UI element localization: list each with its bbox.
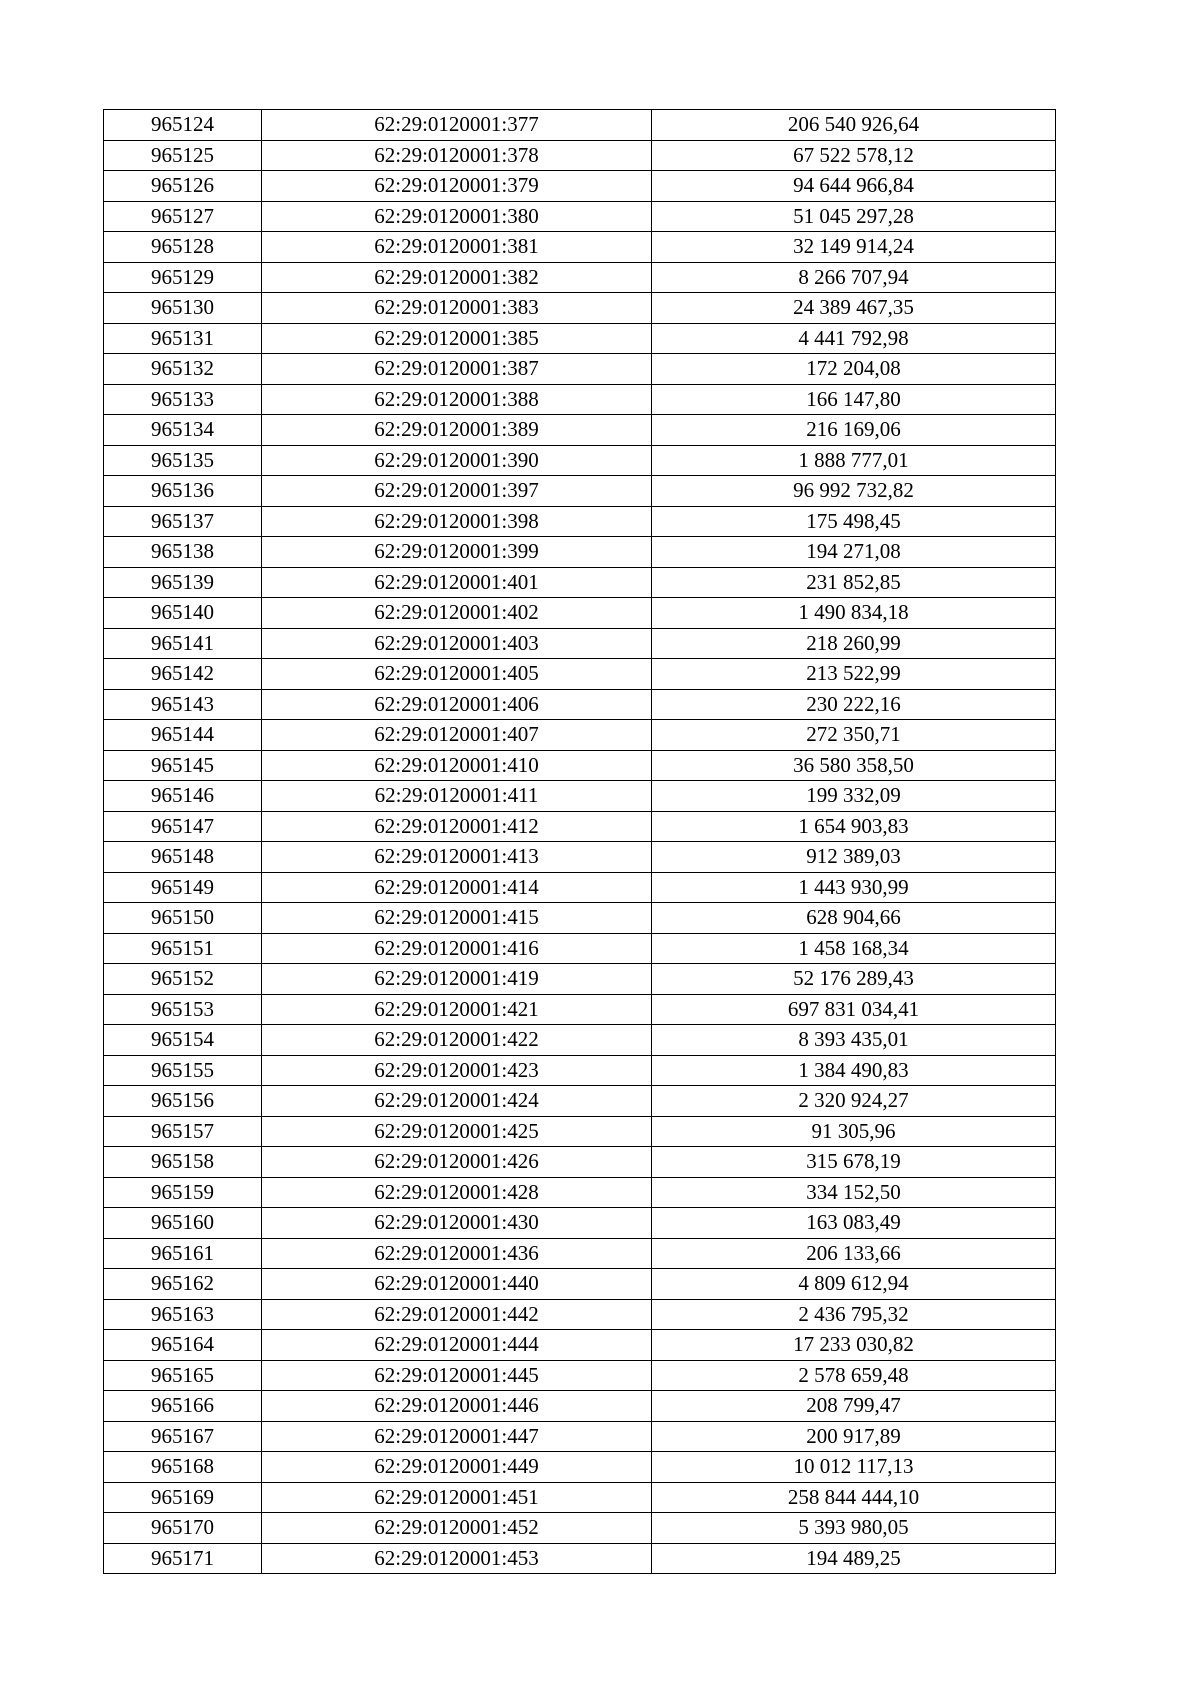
cell-cadastral-number: 62:29:0120001:424: [262, 1086, 652, 1117]
table-row: [104, 842, 1056, 873]
table-row: [104, 872, 1056, 903]
table-row: [104, 415, 1056, 446]
table-row: [104, 811, 1056, 842]
cell-cadastral-number: 62:29:0120001:402: [262, 598, 652, 629]
table-row: [104, 659, 1056, 690]
cell-row-number: 965129: [104, 262, 262, 293]
table-row: [104, 720, 1056, 751]
cell-cadastral-value: 200 917,89: [652, 1421, 1056, 1452]
cell-cadastral-number: 62:29:0120001:403: [262, 628, 652, 659]
table-row: [104, 323, 1056, 354]
table-row: [104, 1421, 1056, 1452]
cell-row-number: 965158: [104, 1147, 262, 1178]
cell-cadastral-value: 5 393 980,05: [652, 1513, 1056, 1544]
cell-cadastral-value: 67 522 578,12: [652, 140, 1056, 171]
table-row: [104, 689, 1056, 720]
cell-cadastral-number: 62:29:0120001:453: [262, 1543, 652, 1574]
cell-cadastral-number: 62:29:0120001:377: [262, 110, 652, 141]
cell-cadastral-value: 166 147,80: [652, 384, 1056, 415]
cell-cadastral-value: 4 441 792,98: [652, 323, 1056, 354]
table-row: [104, 201, 1056, 232]
cell-row-number: 965132: [104, 354, 262, 385]
table-row: [104, 262, 1056, 293]
table-row: [104, 1177, 1056, 1208]
cell-cadastral-number: 62:29:0120001:436: [262, 1238, 652, 1269]
cell-row-number: 965161: [104, 1238, 262, 1269]
cell-cadastral-value: 628 904,66: [652, 903, 1056, 934]
cell-row-number: 965165: [104, 1360, 262, 1391]
cell-row-number: 965146: [104, 781, 262, 812]
cell-row-number: 965171: [104, 1543, 262, 1574]
cell-cadastral-value: 2 436 795,32: [652, 1299, 1056, 1330]
cell-cadastral-value: 96 992 732,82: [652, 476, 1056, 507]
table-row: [104, 384, 1056, 415]
cell-cadastral-value: 2 320 924,27: [652, 1086, 1056, 1117]
cell-row-number: 965136: [104, 476, 262, 507]
cell-cadastral-number: 62:29:0120001:447: [262, 1421, 652, 1452]
table-row: [104, 567, 1056, 598]
cell-cadastral-value: 36 580 358,50: [652, 750, 1056, 781]
cell-cadastral-value: 258 844 444,10: [652, 1482, 1056, 1513]
cell-cadastral-number: 62:29:0120001:423: [262, 1055, 652, 1086]
cell-cadastral-number: 62:29:0120001:444: [262, 1330, 652, 1361]
table-row: [104, 1147, 1056, 1178]
cell-row-number: 965166: [104, 1391, 262, 1422]
cell-row-number: 965130: [104, 293, 262, 324]
cell-cadastral-value: 334 152,50: [652, 1177, 1056, 1208]
cell-cadastral-value: 912 389,03: [652, 842, 1056, 873]
table-row: [104, 293, 1056, 324]
table-row: [104, 537, 1056, 568]
cell-row-number: 965140: [104, 598, 262, 629]
table-row: [104, 140, 1056, 171]
table-row: [104, 1452, 1056, 1483]
table-row: [104, 781, 1056, 812]
table-row: [104, 171, 1056, 202]
cell-cadastral-number: 62:29:0120001:430: [262, 1208, 652, 1239]
cell-cadastral-value: 218 260,99: [652, 628, 1056, 659]
cell-cadastral-number: 62:29:0120001:440: [262, 1269, 652, 1300]
cell-row-number: 965144: [104, 720, 262, 751]
cell-cadastral-value: 163 083,49: [652, 1208, 1056, 1239]
cell-cadastral-value: 4 809 612,94: [652, 1269, 1056, 1300]
cell-cadastral-number: 62:29:0120001:413: [262, 842, 652, 873]
table-row: [104, 110, 1056, 141]
table-row: [104, 1360, 1056, 1391]
cell-row-number: 965155: [104, 1055, 262, 1086]
cell-cadastral-number: 62:29:0120001:425: [262, 1116, 652, 1147]
cell-row-number: 965133: [104, 384, 262, 415]
cell-cadastral-value: 172 204,08: [652, 354, 1056, 385]
cell-row-number: 965125: [104, 140, 262, 171]
table-row: [104, 1086, 1056, 1117]
cell-cadastral-value: 10 012 117,13: [652, 1452, 1056, 1483]
cell-cadastral-number: 62:29:0120001:411: [262, 781, 652, 812]
cell-row-number: 965160: [104, 1208, 262, 1239]
cell-cadastral-value: 697 831 034,41: [652, 994, 1056, 1025]
table-row: [104, 750, 1056, 781]
cell-row-number: 965167: [104, 1421, 262, 1452]
table-row: [104, 354, 1056, 385]
table-row: [104, 1299, 1056, 1330]
cell-cadastral-value: 230 222,16: [652, 689, 1056, 720]
table-row: [104, 994, 1056, 1025]
cell-cadastral-number: 62:29:0120001:422: [262, 1025, 652, 1056]
cell-row-number: 965145: [104, 750, 262, 781]
cell-cadastral-value: 206 133,66: [652, 1238, 1056, 1269]
cell-row-number: 965128: [104, 232, 262, 263]
cell-row-number: 965164: [104, 1330, 262, 1361]
cell-row-number: 965149: [104, 872, 262, 903]
table-body: [104, 110, 1056, 1574]
cell-cadastral-value: 1 384 490,83: [652, 1055, 1056, 1086]
cell-row-number: 965162: [104, 1269, 262, 1300]
table-row: [104, 598, 1056, 629]
table-row: [104, 476, 1056, 507]
cell-row-number: 965156: [104, 1086, 262, 1117]
cell-row-number: 965138: [104, 537, 262, 568]
cell-cadastral-number: 62:29:0120001:397: [262, 476, 652, 507]
cell-cadastral-value: 1 458 168,34: [652, 933, 1056, 964]
cell-cadastral-value: 17 233 030,82: [652, 1330, 1056, 1361]
cell-row-number: 965147: [104, 811, 262, 842]
cell-cadastral-value: 199 332,09: [652, 781, 1056, 812]
cell-cadastral-number: 62:29:0120001:383: [262, 293, 652, 324]
cell-cadastral-number: 62:29:0120001:415: [262, 903, 652, 934]
cell-cadastral-number: 62:29:0120001:449: [262, 1452, 652, 1483]
cell-row-number: 965148: [104, 842, 262, 873]
cell-cadastral-number: 62:29:0120001:446: [262, 1391, 652, 1422]
cell-cadastral-value: 1 443 930,99: [652, 872, 1056, 903]
cell-cadastral-number: 62:29:0120001:407: [262, 720, 652, 751]
cell-cadastral-number: 62:29:0120001:421: [262, 994, 652, 1025]
table-row: [104, 445, 1056, 476]
table-row: [104, 1269, 1056, 1300]
cell-cadastral-value: 272 350,71: [652, 720, 1056, 751]
cell-cadastral-number: 62:29:0120001:401: [262, 567, 652, 598]
cell-cadastral-value: 24 389 467,35: [652, 293, 1056, 324]
cell-cadastral-number: 62:29:0120001:451: [262, 1482, 652, 1513]
cell-row-number: 965135: [104, 445, 262, 476]
cell-cadastral-value: 2 578 659,48: [652, 1360, 1056, 1391]
cell-row-number: 965141: [104, 628, 262, 659]
cell-row-number: 965126: [104, 171, 262, 202]
table-row: [104, 964, 1056, 995]
cell-row-number: 965139: [104, 567, 262, 598]
cell-cadastral-number: 62:29:0120001:452: [262, 1513, 652, 1544]
cell-cadastral-number: 62:29:0120001:382: [262, 262, 652, 293]
cell-row-number: 965154: [104, 1025, 262, 1056]
cell-row-number: 965168: [104, 1452, 262, 1483]
cell-cadastral-number: 62:29:0120001:426: [262, 1147, 652, 1178]
cell-cadastral-value: 94 644 966,84: [652, 171, 1056, 202]
cell-cadastral-value: 52 176 289,43: [652, 964, 1056, 995]
cell-cadastral-value: 51 045 297,28: [652, 201, 1056, 232]
cell-cadastral-number: 62:29:0120001:378: [262, 140, 652, 171]
cell-cadastral-number: 62:29:0120001:387: [262, 354, 652, 385]
cell-row-number: 965157: [104, 1116, 262, 1147]
cell-cadastral-value: 206 540 926,64: [652, 110, 1056, 141]
table-row: [104, 1330, 1056, 1361]
cell-row-number: 965153: [104, 994, 262, 1025]
cell-row-number: 965151: [104, 933, 262, 964]
table-row: [104, 903, 1056, 934]
cell-row-number: 965124: [104, 110, 262, 141]
cell-cadastral-number: 62:29:0120001:399: [262, 537, 652, 568]
cell-row-number: 965150: [104, 903, 262, 934]
cell-cadastral-value: 208 799,47: [652, 1391, 1056, 1422]
cell-cadastral-value: 91 305,96: [652, 1116, 1056, 1147]
cell-cadastral-number: 62:29:0120001:410: [262, 750, 652, 781]
cell-cadastral-number: 62:29:0120001:379: [262, 171, 652, 202]
cell-row-number: 965142: [104, 659, 262, 690]
cell-cadastral-number: 62:29:0120001:442: [262, 1299, 652, 1330]
cell-row-number: 965159: [104, 1177, 262, 1208]
cell-cadastral-value: 1 654 903,83: [652, 811, 1056, 842]
cell-cadastral-number: 62:29:0120001:428: [262, 1177, 652, 1208]
table-row: [104, 1513, 1056, 1544]
cell-cadastral-value: 1 490 834,18: [652, 598, 1056, 629]
cell-cadastral-number: 62:29:0120001:445: [262, 1360, 652, 1391]
cell-row-number: 965170: [104, 1513, 262, 1544]
cell-cadastral-value: 32 149 914,24: [652, 232, 1056, 263]
cell-cadastral-value: 175 498,45: [652, 506, 1056, 537]
cell-cadastral-value: 213 522,99: [652, 659, 1056, 690]
table-row: [104, 933, 1056, 964]
table-row: [104, 1238, 1056, 1269]
cell-row-number: 965137: [104, 506, 262, 537]
cell-cadastral-number: 62:29:0120001:389: [262, 415, 652, 446]
table-row: [104, 232, 1056, 263]
table-row: [104, 1055, 1056, 1086]
table-row: [104, 1391, 1056, 1422]
table-row: [104, 1116, 1056, 1147]
cell-row-number: 965169: [104, 1482, 262, 1513]
cadastral-value-table: [103, 109, 1056, 1574]
cell-cadastral-number: 62:29:0120001:414: [262, 872, 652, 903]
table-row: [104, 628, 1056, 659]
cell-row-number: 965152: [104, 964, 262, 995]
cell-row-number: 965131: [104, 323, 262, 354]
cell-cadastral-number: 62:29:0120001:406: [262, 689, 652, 720]
cell-cadastral-number: 62:29:0120001:412: [262, 811, 652, 842]
table-row: [104, 506, 1056, 537]
cell-cadastral-number: 62:29:0120001:380: [262, 201, 652, 232]
table-row: [104, 1482, 1056, 1513]
cell-row-number: 965143: [104, 689, 262, 720]
cell-cadastral-value: 315 678,19: [652, 1147, 1056, 1178]
table-row: [104, 1208, 1056, 1239]
cell-cadastral-value: 216 169,06: [652, 415, 1056, 446]
table-row: [104, 1025, 1056, 1056]
cell-cadastral-number: 62:29:0120001:405: [262, 659, 652, 690]
cell-cadastral-number: 62:29:0120001:416: [262, 933, 652, 964]
cell-cadastral-value: 8 393 435,01: [652, 1025, 1056, 1056]
cell-cadastral-number: 62:29:0120001:390: [262, 445, 652, 476]
table-row: [104, 1543, 1056, 1574]
cell-row-number: 965127: [104, 201, 262, 232]
cell-cadastral-number: 62:29:0120001:381: [262, 232, 652, 263]
cell-cadastral-number: 62:29:0120001:419: [262, 964, 652, 995]
cell-cadastral-number: 62:29:0120001:398: [262, 506, 652, 537]
cell-row-number: 965134: [104, 415, 262, 446]
cell-cadastral-value: 1 888 777,01: [652, 445, 1056, 476]
cell-cadastral-value: 194 271,08: [652, 537, 1056, 568]
cell-cadastral-value: 231 852,85: [652, 567, 1056, 598]
cell-cadastral-value: 194 489,25: [652, 1543, 1056, 1574]
cell-cadastral-number: 62:29:0120001:385: [262, 323, 652, 354]
cell-cadastral-number: 62:29:0120001:388: [262, 384, 652, 415]
cell-cadastral-value: 8 266 707,94: [652, 262, 1056, 293]
cell-row-number: 965163: [104, 1299, 262, 1330]
